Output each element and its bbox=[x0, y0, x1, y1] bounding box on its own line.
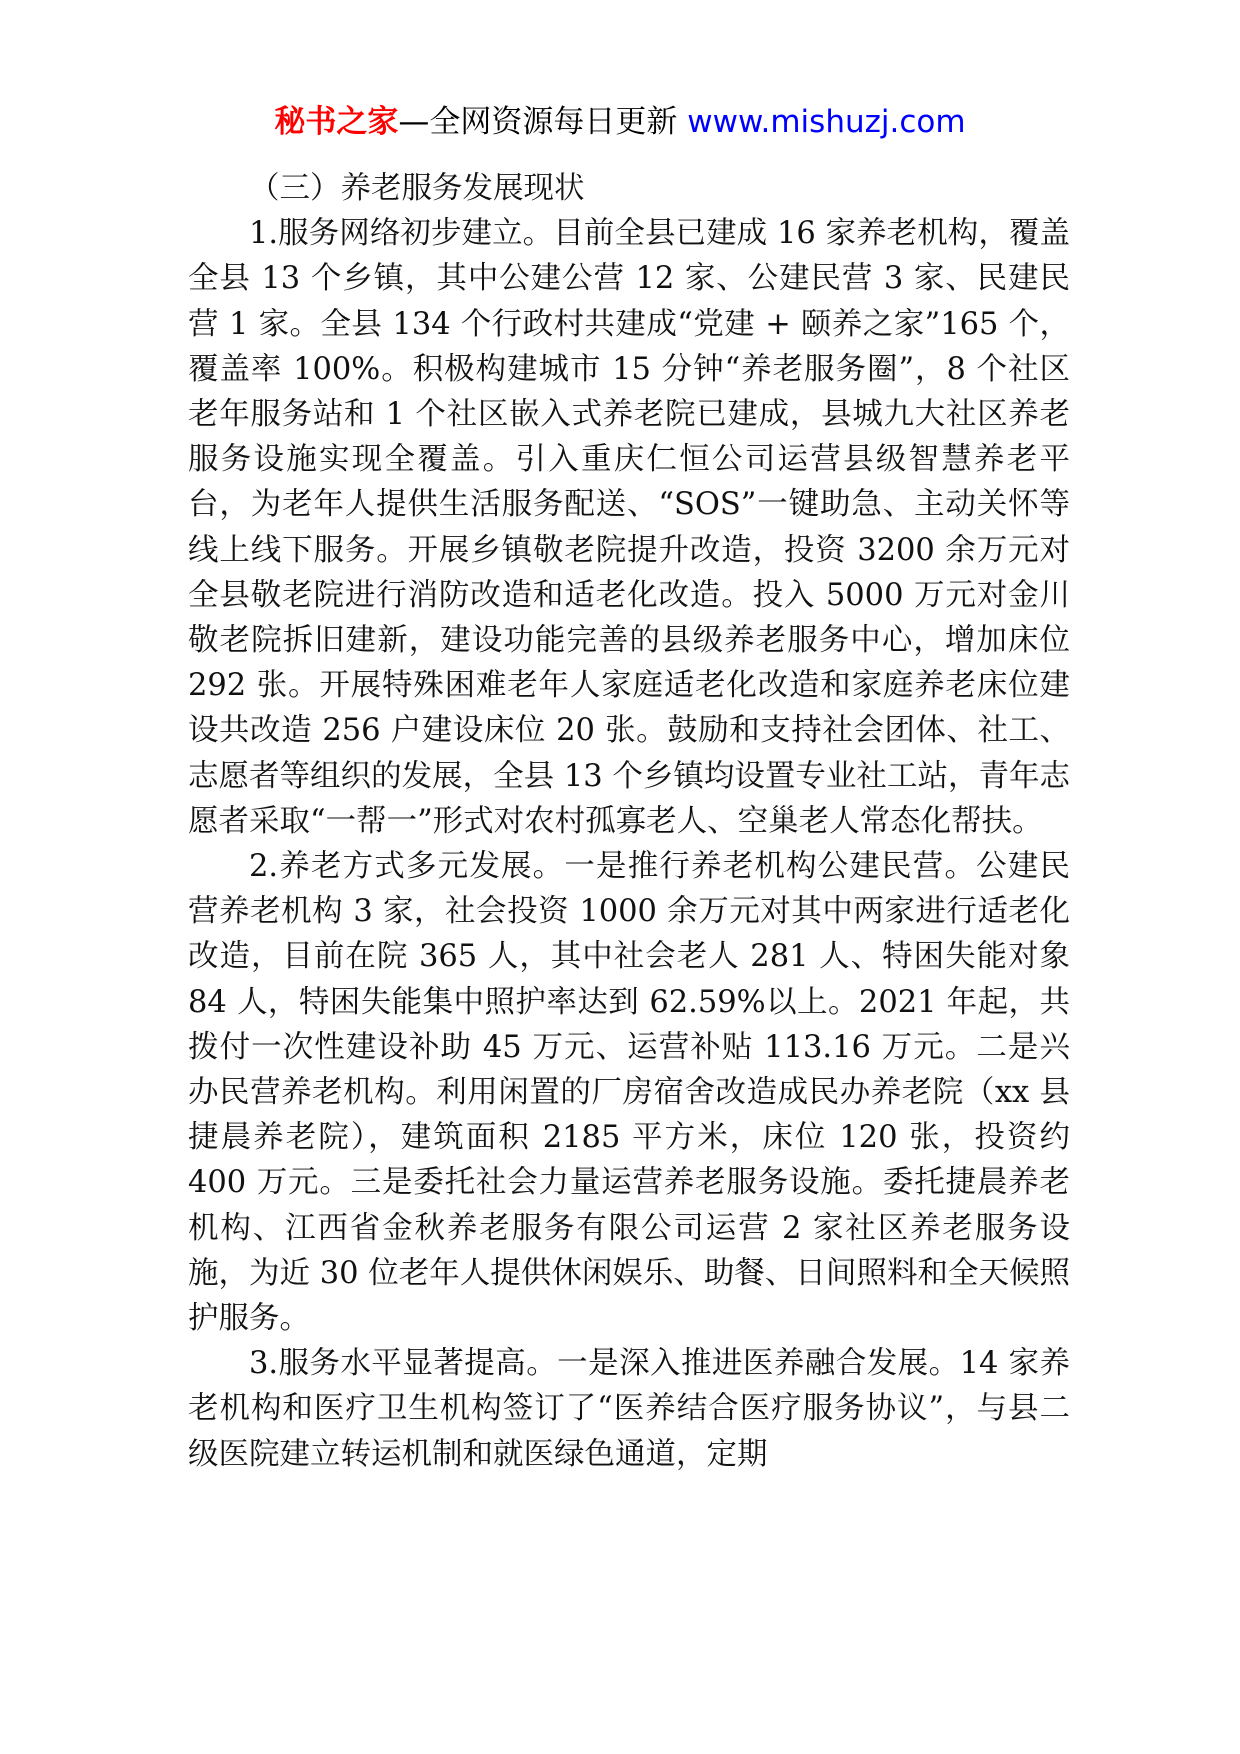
document-body bbox=[188, 166, 1070, 1477]
site-url: www.mishuzj.com bbox=[687, 104, 966, 140]
section-heading: （三）养老服务发展现状 bbox=[249, 171, 585, 206]
banner-slogan: —全网资源每日更新 bbox=[398, 104, 678, 140]
brand-name: 秘书之家 bbox=[274, 104, 399, 140]
paragraph-diversified-care: 2.养老方式多元发展。一是推行养老机构公建民营。公建民营养老机构 3 家，社会投资 1000 余万元对其中两家进行适老化改造，目前在院 365 人，其中社会老人 281 人、特困失能对象 84 人，特困失能集中照护率达到 62.59%以上。2021 年起，共拨付一次性建设补助 45 万元、运营补贴 113.16 万元。二是兴办民营养老机构。利用闲置的厂房宿舍改造成民办养老院（xx 县捷晨养老院），建筑面积 2185 平方米，床位 120 张，投资约 400 万元。三是委托社会力量运营养老服务设施。委托捷晨养老机构、江西省金秋养老服务有限公司运营 2 家社区养老服务设施，为近 30 位老年人提供休闲娱乐、助餐、日间照料和全天候照护服务。 bbox=[188, 849, 1070, 1337]
paragraph-service-level: 3.服务水平显著提高。一是深入推进医养融合发展。14 家养老机构和医疗卫生机构签订了“医养结合医疗服务协议”，与县二级医院建立转运机制和就医绿色通道，定期 bbox=[188, 1346, 1070, 1472]
paragraph-service-network: 1.服务网络初步建立。目前全县已建成 16 家养老机构，覆盖全县 13 个乡镇，其中公建公营 12 家、公建民营 3 家、民建民营 1 家。全县 134 个行政村共建成“党建 + 颐养之家”165 个，覆盖率 100%。积极构建城市 15 分钟“养老服务圈”，8 个社区老年服务站和 1 个社区嵌入式养老院已建成，县城九大社区养老服务设施实现全覆盖。引入重庆仁恒公司运营县级智慧养老平台，为老年人提供生活服务配送、“SOS”一键助急、主动关怀等线上线下服务。开展乡镇敬老院提升改造，投资 3200 余万元对全县敬老院进行消防改造和适老化改造。投入 5000 万元对金川敬老院拆旧建新，建设功能完善的县级养老服务中心，增加床位 292 张。开展特殊困难老年人家庭适老化改造和家庭养老床位建设共改造 256 户建设床位 20 张。鼓励和支持社会团体、社工、志愿者等组织的发展，全县 13 个乡镇均设置专业社工站，青年志愿者采取“一帮一”形式对农村孤寡老人、空巢老人常态化帮扶。 bbox=[188, 216, 1070, 839]
site-banner bbox=[0, 98, 1240, 146]
